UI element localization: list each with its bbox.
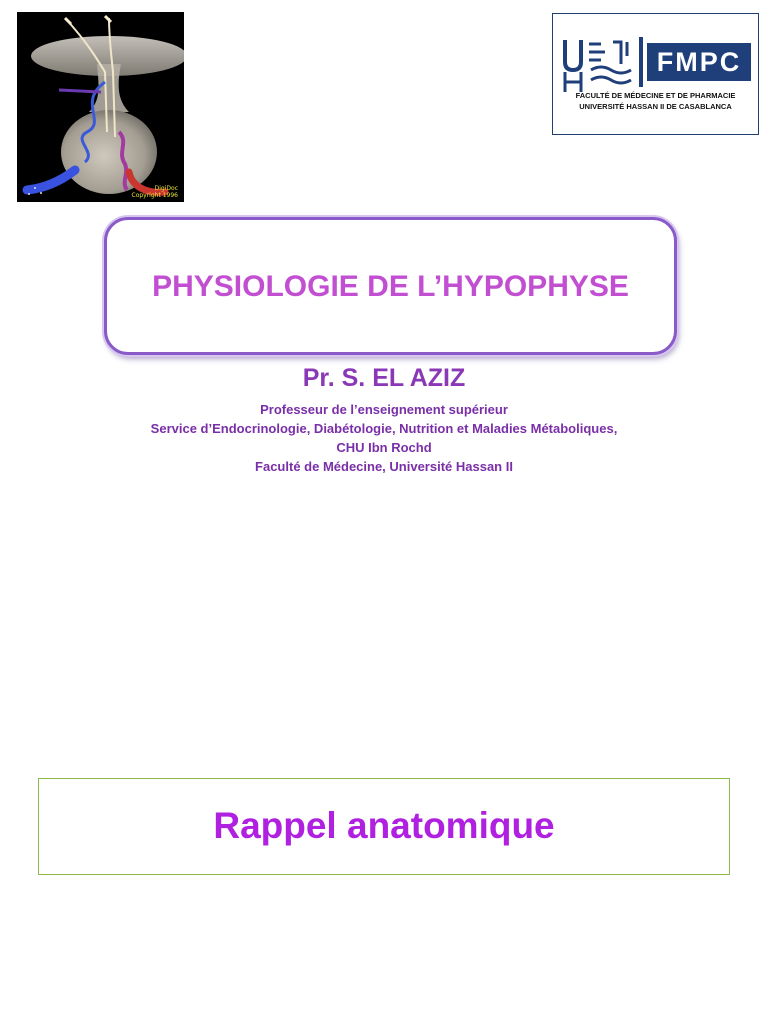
credit-line-1: DigiDoc (154, 185, 178, 192)
section-heading: Rappel anatomique (213, 805, 555, 846)
author-affiliation-4: Faculté de Médecine, Université Hassan II (255, 459, 513, 474)
credit-line-2: Copyright 1996 (131, 192, 178, 199)
section-heading-box (38, 778, 730, 875)
pituitary-drawing (17, 12, 184, 202)
author-affiliation-3: CHU Ibn Rochd (336, 440, 432, 455)
page-title: PHYSIOLOGIE DE L’HYPOPHYSE (152, 270, 629, 303)
logo-acronym: FMPC (647, 43, 751, 81)
title-box (104, 217, 677, 355)
author-affiliation-2: Service d’Endocrinologie, Diabétologie, Nutrition et Maladies Métaboliques, (150, 421, 618, 436)
pituitary-illustration (17, 12, 184, 202)
logo-divider (639, 37, 643, 87)
author-name: Pr. S. EL AZIZ (302, 364, 466, 392)
illustration-credit (132, 185, 179, 199)
logo-line-2: UNIVERSITÉ HASSAN II DE CASABLANCA (579, 102, 732, 111)
university-logo (552, 13, 759, 135)
uh2c-emblem-icon (561, 36, 641, 96)
author-affiliation-1: Professeur de l’enseignement supérieur (260, 402, 508, 417)
logo-line-1: FACULTÉ DE MÉDECINE ET DE PHARMACIE (575, 91, 736, 100)
